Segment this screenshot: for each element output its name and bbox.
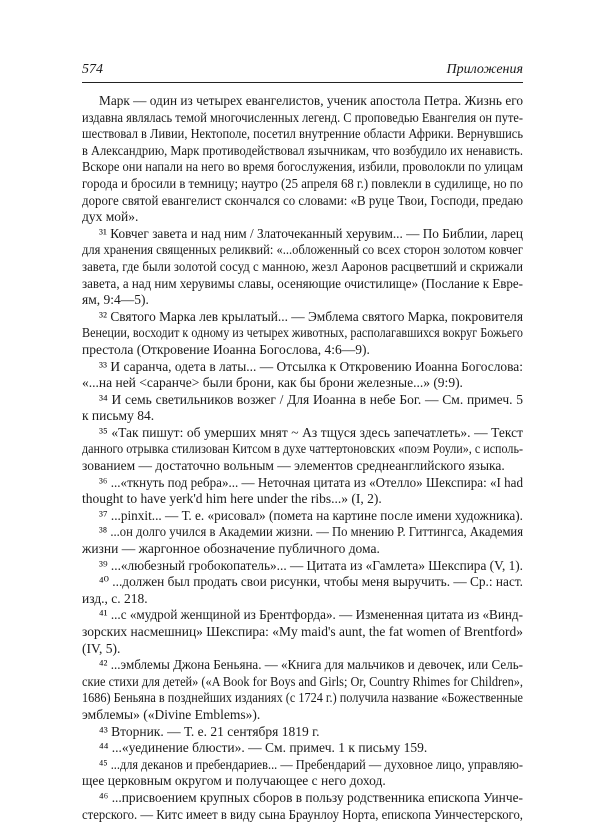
text-line <box>82 342 523 359</box>
text-line-content: жизни — жаргонное обозначение публичного дома. <box>82 541 380 557</box>
text-line-content: ³⁴ И семь светильников возжег / Для Иоанна в небе Бог. — См. примеч. 5 <box>99 391 523 407</box>
page-header <box>82 62 523 80</box>
text-line <box>82 807 523 823</box>
text-line <box>82 110 523 127</box>
text-line-content: зорских насмешниц» Шекспира: «My maid's aunt, the fat women of Brentford» <box>82 624 523 639</box>
text-line-content: к письму 84. <box>82 408 155 424</box>
text-line-content: ³⁵ «Так пишут: об умерших мнят ~ Аз тщуся здесь запечатлеть». — Текст <box>99 424 523 440</box>
text-line-content: стерского. — Китс имеет в виду сына Браунлоу Норта, епископа Уинчестерского, <box>82 806 523 822</box>
text-line <box>82 707 523 724</box>
text-line-content: ям, 9:4—5). <box>82 292 149 308</box>
text-line-content: ³⁶ ...«ткнуть под ребра»... — Неточная цитата из «Отелло» Шекспира: «I had <box>99 474 523 490</box>
text-line-content: завета, а над ним херувимы славы, осеняющие очистилище» (Послание к Евре- <box>82 275 523 291</box>
text-line-content: «...на ней <саранче> были брони, как бы брони железные...» (9:9). <box>82 375 463 391</box>
text-line-content: Вскоре они напали на него во время богослужения, избили, проволокли по улицам <box>82 159 523 175</box>
text-line <box>82 408 523 425</box>
text-line-content: города и бросили в темницу; наутро (25 апреля 68 г.) повлекли в судилище, но по <box>82 175 523 191</box>
text-line-content: ⁴³ Вторник. — Т. е. 21 сентября 1819 г. <box>99 723 320 739</box>
text-line-content: зованием — достаточно вольным — элементов среднеанглийского языка. <box>82 458 505 474</box>
text-line-content: ⁴² ...эмблемы Джона Беньяна. — «Книга для мальчиков и девочек, или Сель- <box>99 657 523 673</box>
text-line-content: в Александрию, Марк противодействовал язычникам, что возбудило их ненависть. <box>82 142 523 158</box>
header-rule <box>82 82 523 83</box>
text-line <box>82 607 523 624</box>
text-line <box>82 491 523 508</box>
text-line-content: ⁴⁵ ...для деканов и пребендариев... — Пребендарий — духовное лицо, управляю- <box>99 756 523 772</box>
text-line <box>82 558 523 575</box>
text-line <box>82 690 523 707</box>
text-line-content: для хранения священных реликвий: «...обложенный со всех сторон золотом ковчег <box>82 242 523 258</box>
text-line-content: дороге святой евангелист скончался со словами: «В руце Твои, Господи, предаю <box>82 192 523 208</box>
text-line <box>82 624 523 641</box>
text-line <box>82 475 523 492</box>
text-line <box>82 93 523 110</box>
text-line <box>82 441 523 458</box>
text-line-content: данного отрывка стилизован Китсом в духе чаттертоновских «поэм Роули», с исполь- <box>82 441 523 457</box>
text-line-content: престола (Откровение Иоанна Богослова, 4:6—9). <box>82 341 370 357</box>
text-line <box>82 757 523 774</box>
text-line <box>82 458 523 475</box>
text-line <box>82 325 523 342</box>
text-line <box>82 159 523 176</box>
page-number: 574 <box>82 62 103 77</box>
text-line <box>82 176 523 193</box>
text-line <box>82 359 523 376</box>
notes-body <box>82 93 523 823</box>
text-line <box>82 641 523 658</box>
text-line <box>82 657 523 674</box>
text-line <box>82 392 523 409</box>
text-line <box>82 375 523 392</box>
text-line <box>82 773 523 790</box>
text-line-content: эмблемы» («Divine Emblems»). <box>82 706 261 722</box>
text-line <box>82 276 523 293</box>
text-line <box>82 541 523 558</box>
text-line-content: ские стихи для детей» («A Book for Boys and Girls; Or, Country Rhimes for Children», <box>82 673 523 689</box>
text-line <box>82 242 523 259</box>
running-title: Приложения <box>446 62 523 77</box>
text-line-content: издавна являлась темой многочисленных легенд. С проповедью Евангелия он путе- <box>82 109 523 125</box>
text-line <box>82 724 523 741</box>
text-line <box>82 193 523 210</box>
text-line <box>82 591 523 608</box>
text-line <box>82 309 523 326</box>
text-line-content: ⁴⁶ ...присвоением крупных сборов в пользу родственника епископа Уинче- <box>99 789 523 805</box>
text-line <box>82 674 523 691</box>
text-line-content: ³⁷ ...pinxit... — Т. е. «рисовал» (помета на картине после имени художника). <box>99 507 523 523</box>
text-line-content: изд., с. 218. <box>82 590 148 606</box>
text-line <box>82 425 523 442</box>
text-line <box>82 740 523 757</box>
text-line-content: Венеции, восходит к одному из четырех животных, располагавшихся вокруг Божьего <box>82 325 523 341</box>
text-line-content: ³⁹ ...«любезный гробокопатель»... — Цитата из «Гамлета» Шекспира (V, 1). <box>99 557 523 573</box>
text-line <box>82 259 523 276</box>
text-line-content: ³³ И саранча, одета в латы... — Отсылка к Откровению Иоанна Богослова: <box>99 358 523 374</box>
text-line-content: ³⁸ ...он долго учился в Академии жизни. — По мнению Р. Гиттингса, Академия <box>99 524 523 540</box>
text-line <box>82 574 523 591</box>
text-line <box>82 126 523 143</box>
text-line-content: ⁴¹ ...с «мудрой женщиной из Брентфорда». — Измененная цитата из «Винд- <box>99 607 523 623</box>
text-line <box>82 790 523 807</box>
text-line-content: ⁴⁰ ...должен был продать свои рисунки, чтобы меня выручить. — Ср.: наст. <box>99 574 523 590</box>
text-line <box>82 524 523 541</box>
text-line-content: завета, где были золотой сосуд с манною, жезл Ааронов расцветший и скрижали <box>82 258 523 274</box>
text-line-content: ³² Святого Марка лев крылатый... — Эмблема святого Марка, покровителя <box>99 308 523 324</box>
text-line-content: thought to have yerk'd him here under the ribs...» (I, 2). <box>82 491 382 507</box>
text-line-content: дух мой». <box>82 209 139 225</box>
text-line <box>82 209 523 226</box>
text-line-content: щее церковным округом и получающее с него доход. <box>82 773 386 789</box>
text-line-content: ³¹ Ковчег завета и над ним / Златочеканный херувим... — По Библии, ларец <box>99 225 523 241</box>
text-line-content: шествовал в Ливии, Нектополе, посетил внутренние области Африки. Вернувшись <box>82 126 523 142</box>
text-line <box>82 292 523 309</box>
text-line <box>82 508 523 525</box>
text-line-content: Марк — один из четырех евангелистов, ученик апостола Петра. Жизнь его <box>99 93 523 108</box>
text-line-content: 1686) Беньяна в позднейших изданиях (с 1724 г.) получила название «Божественные <box>82 690 523 706</box>
text-line <box>82 226 523 243</box>
text-line-content: (IV, 5). <box>82 640 121 656</box>
text-line <box>82 143 523 160</box>
text-line-content: ⁴⁴ ...«уединение блюсти». — См. примеч. 1 к письму 159. <box>99 740 428 756</box>
